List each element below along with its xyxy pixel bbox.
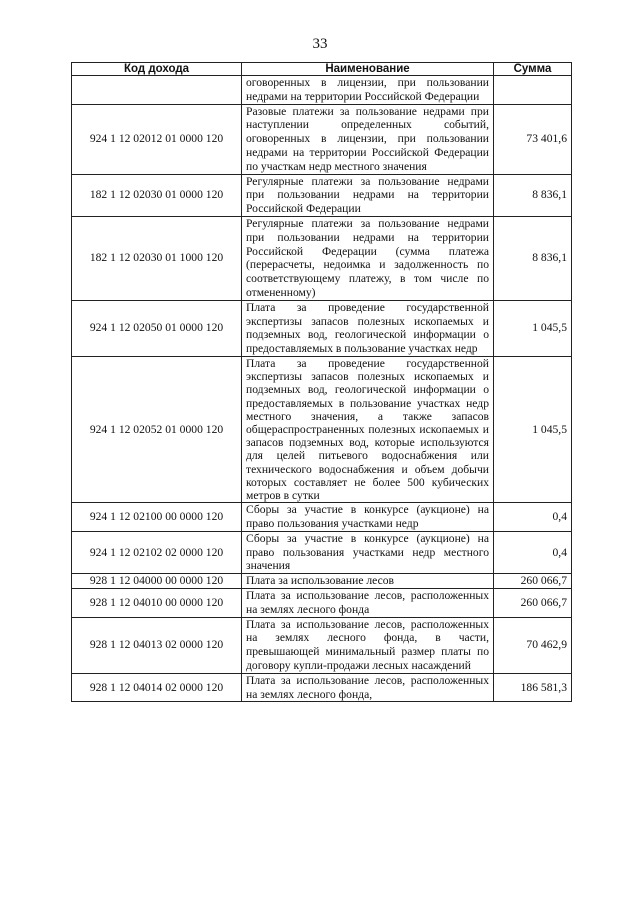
income-name: Регулярные платежи за пользование недрами при пользовании недрами на территории Российской Федерации (сумма платежа (перерасчеты, недоимка и задолженность по соответствующему платежу, в том числе по отмененному) xyxy=(242,216,494,300)
header-code: Код дохода xyxy=(72,63,242,76)
income-sum: 260 066,7 xyxy=(494,574,572,589)
income-name: Плата за использование лесов xyxy=(242,574,494,589)
table-row xyxy=(72,531,572,573)
income-sum: 1 045,5 xyxy=(494,356,572,502)
income-code: 924 1 12 02012 01 0000 120 xyxy=(72,104,242,174)
income-code: 928 1 12 04010 00 0000 120 xyxy=(72,588,242,617)
income-sum xyxy=(494,76,572,105)
income-name: Плата за проведение государственной экспертизы запасов полезных ископаемых и подземных вод, геологической информации о предоставляемых в пользование участках недр xyxy=(242,300,494,356)
income-code: 924 1 12 02050 01 0000 120 xyxy=(72,300,242,356)
income-name: Разовые платежи за пользование недрами при наступлении определенных событий, оговоренных в лицензии, при пользовании недрами на территории Российской Федерации по участкам недр местного значения xyxy=(242,104,494,174)
income-name: Плата за использование лесов, расположенных на землях лесного фонда, xyxy=(242,673,494,702)
table-row xyxy=(72,673,572,702)
table-row xyxy=(72,300,572,356)
income-sum: 8 836,1 xyxy=(494,216,572,300)
income-name: оговоренных в лицензии, при пользовании недрами на территории Российской Федерации xyxy=(242,76,494,105)
income-sum: 0,4 xyxy=(494,531,572,573)
income-sum: 186 581,3 xyxy=(494,673,572,702)
income-name: Плата за использование лесов, расположенных на землях лесного фонда, в части, превышающей минимальный размер платы по договору купли-продажи лесных насаждений xyxy=(242,617,494,673)
table-row xyxy=(72,174,572,216)
income-code: 182 1 12 02030 01 0000 120 xyxy=(72,174,242,216)
income-code: 924 1 12 02052 01 0000 120 xyxy=(72,356,242,502)
revenue-table xyxy=(71,62,572,702)
income-sum: 73 401,6 xyxy=(494,104,572,174)
income-name: Плата за использование лесов, расположенных на землях лесного фонда xyxy=(242,588,494,617)
income-sum: 70 462,9 xyxy=(494,617,572,673)
header-sum: Сумма xyxy=(494,63,572,76)
table-row xyxy=(72,104,572,174)
table-row xyxy=(72,216,572,300)
table-row xyxy=(72,617,572,673)
table-row xyxy=(72,588,572,617)
income-name: Регулярные платежи за пользование недрами при пользовании недрами на территории Российской Федерации xyxy=(242,174,494,216)
income-code: 924 1 12 02102 02 0000 120 xyxy=(72,531,242,573)
income-code: 182 1 12 02030 01 1000 120 xyxy=(72,216,242,300)
income-code: 928 1 12 04014 02 0000 120 xyxy=(72,673,242,702)
income-sum: 0,4 xyxy=(494,503,572,532)
table-row xyxy=(72,574,572,589)
header-name: Наименование xyxy=(242,63,494,76)
table-header-row xyxy=(72,63,572,76)
income-name: Сборы за участие в конкурсе (аукционе) на право пользования участками недр xyxy=(242,503,494,532)
income-name: Сборы за участие в конкурсе (аукционе) на право пользования участками недр местного значения xyxy=(242,531,494,573)
income-code: 928 1 12 04013 02 0000 120 xyxy=(72,617,242,673)
income-code: 924 1 12 02100 00 0000 120 xyxy=(72,503,242,532)
income-sum: 260 066,7 xyxy=(494,588,572,617)
income-name: Плата за проведение государственной экспертизы запасов полезных ископаемых и подземных вод, геологической информации о предоставляемых в пользование участках недр местного значения, а также запасов общераспространенных полезных ископаемых и запасов подземных вод, которые используются для целей питьевого водоснабжения или технического водоснабжения и объем добычи которых составляет не более 500 кубических метров в сутки xyxy=(242,356,494,502)
income-sum: 1 045,5 xyxy=(494,300,572,356)
table-row xyxy=(72,356,572,502)
income-sum: 8 836,1 xyxy=(494,174,572,216)
income-code: 928 1 12 04000 00 0000 120 xyxy=(72,574,242,589)
table-row xyxy=(72,76,572,105)
page-number: 33 xyxy=(312,36,328,52)
income-code xyxy=(72,76,242,105)
table-row xyxy=(72,503,572,532)
